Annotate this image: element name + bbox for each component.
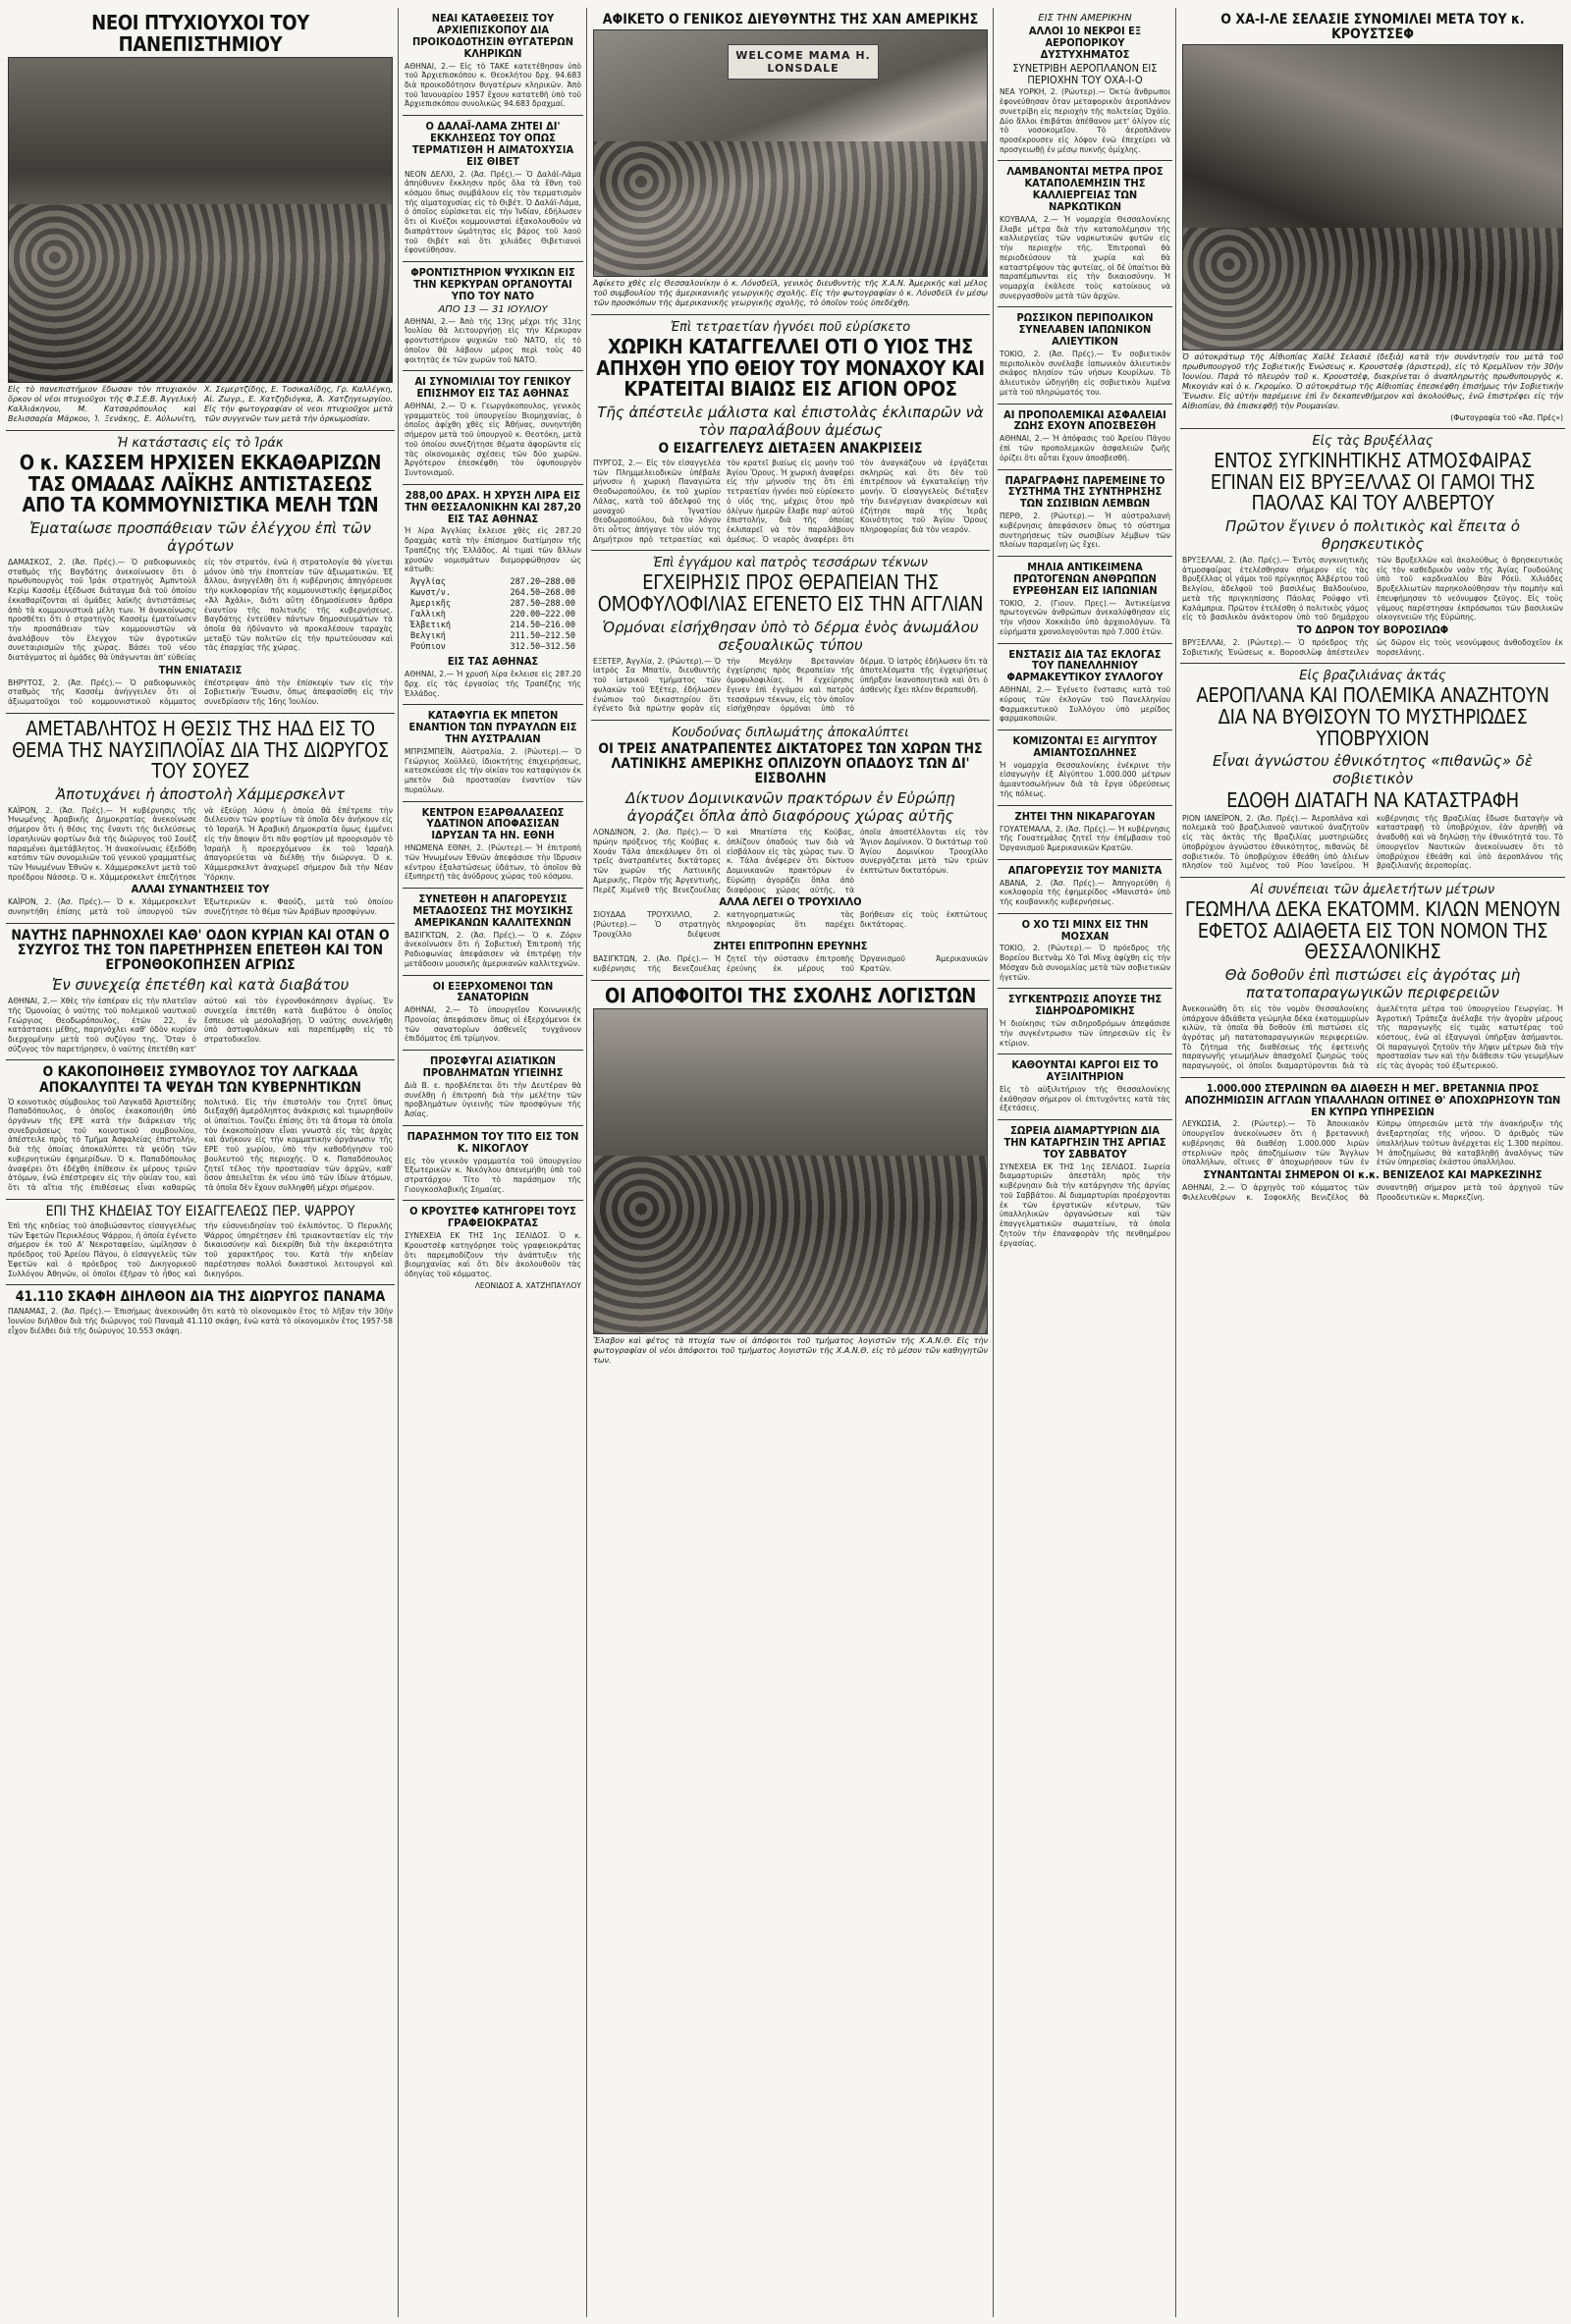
article-panama [6,1285,395,1341]
headline: ΦΡΟΝΤΙΣΤΗΡΙΟΝ ΨΥΧΙΚΩΝ ΕΙΣ ΤΗΝ ΚΕΡΚΥΡΑΝ ΟΡΓΑΝΟΥΤΑΙ ΥΠΟ ΤΟΥ ΝΑΤΟ [410,266,575,302]
article-body: ΤΟΚΙΟ, 2. (Ρώυτερ).— Ὁ πρόεδρος τῆς Βορείου Βιετνὰμ Χὸ Τσὶ Μὶνχ ἀφίχθη εἰς τὴν Μόσχαν διὰ συνομιλίας μετὰ τῶν σοβιετικῶν ἡγετῶν. [1000,944,1170,982]
headline: ΕΔΟΘΗ ΔΙΑΤΑΓΗ ΝΑ ΚΑΤΑΣΤΡΑΦΗ [1226,788,1519,813]
headline: 1.000.000 ΣΤΕΡΛΙΝΩΝ ΘΑ ΔΙΑΘΕΣΗ Η ΜΕΓ. ΒΡΕΤΑΝΝΙΑ ΠΡΟΣ ΑΠΟΖΗΜΙΩΣΙΝ ΑΓΓΛΩΝ ΥΠΑΛΛΗΛΩΝ ΟΙΤΙΝΕΣ Θ' ΑΠΟΧΩΡΗΣΟΥΝ ΤΩΝ ΕΝ ΚΥΠΡΩ ΥΠΗΡΕΣΙΩΝ [1184,1081,1561,1118]
headline: Ο κ. ΚΑΣΣΕΜ ΗΡΧΙΣΕΝ ΕΚΚΑΘΑΡΙΖΩΝ ΤΑΣ ΟΜΑΔΑΣ ΛΑΪΚΗΣ ΑΝΤΙΣΤΑΣΕΩΣ ΑΠΟ ΤΑ ΚΟΜΜΟΥΝΙΣΤΙΚΑ ΜΕΛΗ ΤΩΝ [19,451,382,517]
article-lagkadas [6,1060,395,1199]
article-body: ΑΘΗΝΑΙ, 2.— Ἀπὸ τῆς 13ης μέχρι τῆς 31ης Ἰουλίου θὰ λειτουργήσῃ εἰς τὴν Κέρκυραν φροντιστήριον ψυχικῶν τοῦ ΝΑΤΟ, εἰς τὸ ὁποῖον θὰ λάβουν μέρος περὶ τοὺς 40 φοιτητὰς ἐκ τῶν χωρῶν τοῦ ΝΑΤΟ. [405,316,581,364]
headline: ΣΩΡΕΙΑ ΔΙΑΜΑΡΤΥΡΙΩΝ ΔΙΑ ΤΗΝ ΚΑΤΑΡΓΗΣΙΝ ΤΗΣ ΑΡΓΙΑΣ ΤΟΥ ΣΑΒΒΑΤΟΥ [1003,1124,1166,1161]
headline: ΡΩΣΣΙΚΟΝ ΠΕΡΙΠΟΛΙΚΟΝ ΣΥΝΕΛΑΒΕΝ ΙΑΠΩΝΙΚΟΝ ΑΛΙΕΥΤΙΚΟΝ [1016,311,1154,349]
article-dalai-lama [403,116,583,262]
article-iraq [6,431,395,714]
headline: ΕΝΣΤΑΣΙΣ ΔΙΑ ΤΑΣ ΕΚΛΟΓΑΣ ΤΟΥ ΠΑΝΕΛΛΗΝΙΟΥ ΦΑΡΜΑΚΕΥΤΙΚΟΥ ΣΥΛΛΟΓΟΥ [1006,647,1164,684]
article-body: ΒΑΣΙΓΚΤΩΝ, 2. (Ἀσ. Πρές).— Ἡ κυβέρνησις τῆς Βενεζουέλας ζητεῖ τὴν σύστασιν ἐπιτροπῆς ἐρεύνης ἐκ μέρους τοῦ Ὀργανισμοῦ Ἀμερικανικῶν Κρατῶν. [593,954,988,973]
article-body: ΛΟΝΔΙΝΟΝ, 2. (Ἀσ. Πρές).— Ὁ πρώην πρόξενος τῆς Κούβας κ. Χουάν Τάλα ἀπεκάλυψεν ὅτι οἱ τρεῖς ἀνατραπέντες δικτάτορες τῶν χωρῶν τῆς Λατινικῆς Ἀμερικῆς, Περὸν τῆς Ἀργεντινῆς, Περὲζ Χιμένεθ τῆς Βενεζουέλας καὶ Μπατίστα τῆς Κούβας, ὁπλίζουν ὀπαδούς των διὰ νὰ εἰσβάλουν εἰς τὰς χώρας των. Ὁ κ. Τάλα ἀνέφερεν ὅτι δίκτυον Δομινικανῶν πρακτόρων ἐν Εὐρώπῃ ἀγοράζει ὅπλα ἀπὸ διαφόρους χώρας αὐτῆς, τὰ ὁποῖα ἀποστέλλονται εἰς τὸν Ἅγιον Δομίνικον. Ὁ δικτάτωρ τοῦ Ἁγίου Δομινίκου Τρουχίλλο συνεργάζεται μετὰ τῶν τριῶν ἐκπτώτων δικτατόρων. [593,828,988,894]
article-body: ΑΘΗΝΑΙ, 2.— Χθὲς τὴν ἑσπέραν εἰς τὴν πλατεῖαν τῆς Ὁμονοίας ὁ ναύτης τοῦ πολεμικοῦ ναυτικοῦ Γεώργιος Θεοδωρόπουλος, ἐτῶν 22, ἐν κατάστασει μέθης, παρηνόχλει καθ' ὁδὸν κυρίαν διερχομένην μετὰ τοῦ συζύγου της. Ὅταν ὁ σύζυγος τὸν παρετήρησεν, ὁ ναύτης ἐπετέθη κατ' αὐτοῦ καὶ τὸν ἐγρονθοκόπησεν ἀγρίως. Ἐν συνεχείᾳ ἐπετέθη κατὰ διαβάτου ὁ ὁποῖος ἔσπευσε νὰ μεσολαβήσῃ. Ὁ ναύτης συνελήφθη ὑπὸ ἀστυφυλάκων καὶ παρεπέμφθη εἰς τὸ στρατοδικεῖον. [8,997,393,1054]
article-funeral [6,1200,395,1285]
article-gold-pound [403,485,583,706]
headline: ΕΝΤΟΣ ΣΥΓΚΙΝΗΤΙΚΗΣ ΑΤΜΟΣΦΑΙΡΑΣ ΕΓΙΝΑΝ ΕΙΣ ΒΡΥΞΕΛΛΑΣ ΟΙ ΓΑΜΟΙ ΤΗΣ ΠΑΟΛΑΣ ΚΑΙ ΤΟΥ ΑΛΒΕΡΤΟΥ [1210,449,1536,515]
headline: ΑΜΕΤΑΒΛΗΤΟΣ Η ΘΕΣΙΣ ΤΗΣ ΗΑΔ ΕΙΣ ΤΟ ΘΕΜΑ ΤΗΣ ΝΑΥΣΙΠΛΟΪΑΣ ΔΙΑ ΤΗΣ ΔΙΩΡΥΓΟΣ ΤΟΥ ΣΟΥΕΖ [12,716,389,784]
kicker: Εἰς τὰς Βρυξέλλας [1312,434,1434,450]
article-body: Εἰς τὸ αὐξιλιτήριον τῆς Θεσσαλονίκης ἐκάθησαν σήμερον οἱ ἐπιτυχόντες κατὰ τὰς ἐξετάσεις. [1000,1084,1170,1113]
welcome-banner: WELCOME MAMA H. LONSDALE [728,44,879,80]
price-row: Γαλλικὴ 220.00—222.00 [410,610,575,621]
article-insurance [998,405,1172,470]
subheadline: Δίκτυον Δομινικανῶν πρακτόρων ἐν Εὐρώπῃ ἀγοράζει ὅπλα ἀπὸ διαφόρους χώρας αὐτῆς [625,789,955,826]
headline: ΑΙ ΠΡΟΠΟΛΕΜΙΚΑΙ ΑΣΦΑΛΕΙΑΙ ΖΩΗΣ ΕΧΟΥΝ ΑΠΟΣΒΕΣΘΗ [1003,407,1166,433]
section-subhead: ΤΗΝ ΕΝΙΑΤΑΣΙΣ [158,663,243,676]
article-body: ΕΞΕΤΕΡ, Ἀγγλία, 2. (Ρώυτερ).— Ὁ ἰατρὸς Σα Μπατίν, διευθυντὴς τοῦ ἰατρικοῦ τμήματος τῶν φυλακῶν τοῦ Ἐξέτερ, ἐδήλωσεν ἐνώπιον τοῦ δικαστηρίου ὅτι ἐγένετο διὰ πρώτην φορὰν εἰς τὴν Μεγάλην Βρεταννίαν ἐγχείρησις πρὸς θεραπείαν τῆς ὁμοφυλοφιλίας. Ἡ ἐγχείρησις ἔγινεν ἐπὶ ἐγγάμου καὶ πατρὸς τεσσάρων τέκνων, εἰς τὸν ὁποῖον εἰσήχθησαν ὁρμόναι ὑπὸ τὸ δέρμα. Ὁ ἰατρὸς ἐδήλωσεν ὅτι τὰ ἀποτελέσματα τῆς ἐγχειρήσεως ὑπῆρξαν ἱκανοποιητικὰ καὶ ὅτι ὁ ἀσθενὴς ἔχει πλέον θεραπευθῆ. [593,656,988,714]
article-body: ΝΕΑ ΥΟΡΚΗ, 2. (Ρώυτερ).— Ὀκτὼ ἄνθρωποι ἐφονεύθησαν ὅταν μεταφορικὸν ἀεροπλάνον συνετρίβη εἰς περιοχὴν τῆς πολιτείας Ὀχάϊο. Δύο ἄλλοι ἐπιβάται ἀπέθανον μετ' ὀλίγον εἰς τὸ νοσοκομεῖον. Τὸ ἀεροπλάνον προσέκρουσεν εἰς λόφον ἐνῶ ἐπεχείρει νὰ προσγειωθῇ ἐν μέσῳ πυκνῆς ὀμίχλης. [1000,87,1170,154]
headline: ΑΕΡΟΠΛΑΝΑ ΚΑΙ ΠΟΛΕΜΙΚΑ ΑΝΑΖΗΤΟΥΝ ΔΙΑ ΝΑ ΒΥΘΙΣΟΥΝ ΤΟ ΜΥΣΤΗΡΙΩΔΕΣ ΥΠΟΒΡΥΧΙΟΝ [1196,683,1549,750]
section-subhead: ΤΟ ΔΩΡΟΝ ΤΟΥ ΒΟΡΟΣΙΛΩΦ [1296,623,1449,637]
headline: ΠΑΡΑΓΡΑΦΗΣ ΠΑΡΕΜΕΙΝΕ ΤΟ ΣΥΣΤΗΜΑ ΤΗΣ ΣΥΝΤΗΡΗΣΗΣ ΤΩΝ ΣΩΣΙΒΙΩΝ ΛΕΜΒΩΝ [1004,473,1165,511]
article-body: ΜΠΡΙΣΜΠΕΪΝ, Αὐστραλία, 2. (Ρώυτερ).— Ὁ Γεώργιος Χούλλεϋ, ἰδιοκτήτης ἐπιχειρήσεως, κατεσκεύασε εἰς τὴν οἰκίαν του καταφύγιον ἐκ μπετὸν διὰ προστασίαν ἐναντίον τῶν πυραύλων. [405,746,581,794]
headline: ΝΑΥΤΗΣ ΠΑΡΗΝΟΧΛΕΙ ΚΑΘ' ΟΔΟΝ ΚΥΡΙΑΝ ΚΑΙ ΟΤΑΝ Ο ΣΥΖΥΓΟΣ ΤΗΣ ΤΟΝ ΠΑΡΕΤΗΡΗΣΕΝ ΕΠΕΤΕΘΗ ΚΑΙ ΤΟΝ ΕΓΡΟΝΘΟΚΟΠΗΣΕΝ ΑΓΡΙΩΣ [11,927,390,973]
article-refugees [403,1051,583,1126]
article-desalination [403,802,583,890]
headline: ΑΙ ΣΥΝΟΜΙΛΙΑΙ ΤΟΥ ΓΕΝΙΚΟΥ ΕΠΙΣΗΜΟΥ ΕΙΣ ΤΑΣ ΑΘΗΝΑΣ [414,375,571,401]
headline: ΑΦΙΚΕΤΟ Ο ΓΕΝΙΚΟΣ ΔΙΕΥΘΥΝΤΗΣ ΤΗΣ ΧΑΝ ΑΜΕΡΙΚΗΣ [602,12,979,27]
price-row: Ρούπιον 312.50—312.50 [410,642,575,653]
headline: ΠΡΟΣΦΥΓΑΙ ΑΣΙΑΤΙΚΩΝ ΠΡΟΒΛΗΜΑΤΩΝ ΥΓΙΕΙΝΗΣ [422,1054,564,1080]
article-artifacts [998,557,1172,644]
article-body: ΑΘΗΝΑΙ, 2.— Τὸ ὑπουργεῖον Κοινωνικῆς Προνοίας ἀπεφάσισεν ὅπως οἱ ἐξερχόμενοι ἐκ τῶν σανατορίων ἀσθενεῖς τυγχάνουν ἐπιδόματος ἐπὶ τρίμηνον. [405,1005,581,1044]
article-body: ΑΘΗΝΑΙ, 2.— Ὁ ἀρχηγὸς τοῦ κόμματος τῶν Φιλελευθέρων κ. Σοφοκλῆς Βενιζέλος θὰ συναντηθῇ σήμερον μετὰ τοῦ ἀρχηγοῦ τῶν Προοδευτικῶν κ. Μαρκεζίνη. [1182,1182,1563,1202]
headline: Ο ΚΑΚΟΠΟΙΗΘΕΙΣ ΣΥΜΒΟΥΛΟΣ ΤΟΥ ΛΑΓΚΑΔΑ ΑΠΟΚΑΛΥΠΤΕΙ ΤΑ ΨΕΥΔΗ ΤΩΝ ΚΥΒΕΡΝΗΤΙΚΩΝ [39,1064,361,1096]
article-body: Ἀνεκοινώθη ὅτι εἰς τὸν νομὸν Θεσσαλονίκης ὑπάρχουν ἀδιάθετα γεώμηλα δέκα ἑκατομμυρίων κιλῶν, τὰ ὁποῖα θὰ δοθοῦν ἐπὶ πιστώσει εἰς ἀγρότας μὴ πατατοπαραγωγικῶν περιφερειῶν. Τὸ ζήτημα τῆς διαθέσεως τῆς ἐφετεινῆς παραγωγῆς γεωμήλων ἀπασχολεῖ ζωηρῶς τοὺς παραγωγούς, οἱ ὁποῖοι διαμαρτύρονται διὰ τὰ ἀμελέτητα μέτρα τοῦ ὑπουργείου Γεωργίας. Ἡ Ἀγροτικὴ Τράπεζα ἀνέλαβε τὴν ἀγορὰν μέρους τῆς παραγωγῆς εἰς τιμὰς κατωτέρας τοῦ κόστους, ἐνῶ αἱ ἐξαγωγαὶ ὑπῆρξαν ἀσήμαντοι. Οἱ παραγωγοὶ ζητοῦν τὴν λῆψιν μέτρων διὰ τὴν προστασίαν των καὶ τὴν διάθεσιν τῶν γεωμήλων εἰς τὰς ἀγορὰς τοῦ ἐξωτερικοῦ. [1182,1003,1563,1071]
subheadline: Ἐν συνεχείᾳ ἐπετέθη καὶ κατὰ διαβάτου [51,976,350,995]
article-surgery [591,551,990,721]
column-1 [6,8,395,2317]
price-row: Ἑλβετική 214.50—216.00 [410,621,575,631]
section-subhead: ΕΙΣ ΤΑΣ ΑΘΗΝΑΣ [447,655,539,669]
headline: Ο ΚΡΟΥΣΤΕΦ ΚΑΤΗΓΟΡΕΙ ΤΟΥΣ ΓΡΑΦΕΙΟΚΡΑΤΑΣ [409,1205,576,1230]
article-body: ΒΡΥΞΕΛΛΑΙ, 2. (Ρώυτερ).— Ὁ πρόεδρος τῆς Σοβιετικῆς Ἑνώσεως κ. Βοροσιλὼφ ἀπέστειλεν ὡς δῶρον εἰς τοὺς νεονύμφους ἀνθοδοχεῖον ἐκ πορσελάνης. [1182,637,1563,657]
article-body: ΒΡΥΞΕΛΛΑΙ, 2. (Ἀσ. Πρές).— Ἐντὸς συγκινητικῆς ἀτμοσφαίρας ἐτελέσθησαν σήμερον εἰς τὰς Βρυξέλλας οἱ γάμοι τοῦ πρίγκηπος Ἀλβέρτου τοῦ Βελγίου, ἀδελφοῦ τοῦ βασιλέως Βαλδουίνου, μετὰ τῆς πριγκηπίσσης Πάολας Ρούφφο ντὶ Καλάμπρια. Πρῶτον ἐτελέσθη ὁ πολιτικὸς γάμος εἰς τὸ βασιλικὸν ἀνάκτορον ὑπὸ τοῦ δημάρχου τῶν Βρυξελλῶν καὶ ἀκολούθως ὁ θρησκευτικὸς εἰς τὸν καθεδρικὸν ναὸν τῆς Ἁγίας Γουδούλης ὑπὸ τοῦ καρδιναλίου Βὰν Ρόεϋ. Χιλιάδες Βρυξελλιωτῶν παρηκολούθησαν τὴν πομπὴν καὶ ἐπευφήμησαν τὸ νεόνυμφον ζεῦγος. Εἰς τοὺς γάμους παρέστησαν ἐκπρόσωποι τῶν βασιλικῶν οἰκογενειῶν τῆς Εὐρώπης. [1182,556,1563,622]
article-official-talks [403,371,583,485]
headline: ΑΠΑΓΟΡΕΥΣΙΣ ΤΟΥ ΜΑΝΙΣΤΑ [1007,863,1163,877]
article-accountants [591,981,990,1373]
headline: ΧΩΡΙΚΗ ΚΑΤΑΓΓΕΛΛΕΙ ΟΤΙ Ο ΥΙΟΣ ΤΗΣ ΑΠΗΧΘΗ ΥΠΟ ΘΕΙΟΥ ΤΟΥ ΜΟΝΑΧΟΥ ΚΑΙ ΚΡΑΤΕΙΤΑΙ ΒΙΑΙΩΣ ΕΙΣ ΑΓΙΟΝ ΟΡΟΣ [596,335,985,402]
kicker: Ἐπὶ τετραετίαν ἠγνόει ποῦ εὑρίσκετο [670,320,911,336]
article-body: ΣΥΝΕΧΕΙΑ ΕΚ ΤΗΣ 1ης ΣΕΛΙΔΟΣ. Σωρεία διαμαρτυριῶν ἀπεστάλη πρὸς τὴν κυβέρνησιν διὰ τὴν κατάργησιν τῆς ἀργίας τοῦ Σαββάτου. Αἱ διαμαρτυρίαι προέρχονται ἐκ τῶν ἐργατικῶν κέντρων, τῶν ὑπαλληλικῶν ὀργανώσεων καὶ τῶν ἐπαγγελματικῶν σωματείων, τὰ ὁποῖα ζητοῦν τὴν ἐπαναφορὰν τῆς πενθημέρου ἐργασίας. [1000,1162,1170,1248]
photo-welcome [593,29,988,277]
column-3 [591,8,990,2317]
headline: Ο ΔΑΛΑΪ-ΛΑΜΑ ΖΗΤΕΙ ΔΙ' ΕΚΚΛΗΣΕΩΣ ΤΟΥ ΟΠΩΣ ΤΕΡΜΑΤΙΣΘΗ Η ΑΙΜΑΤΟΧΥΣΙΑ ΕΙΣ ΘΙΒΕΤ [411,120,574,168]
article-body: ΚΑΪΡΟΝ, 2. (Ἀσ. Πρές).— Ὁ κ. Χάμμερσκελντ συνηντήθη ἐπίσης μετὰ τοῦ ὑπουργοῦ τῶν Ἐξωτερικῶν κ. Φαούζι, μετὰ τοῦ ὁποίου συνεζήτησε τὸ θέμα τῶν Ἀράβων προσφύγων. [8,897,393,917]
article-body: ΗΝΩΜΕΝΑ ΕΘΝΗ, 2. (Ρώυτερ).— Ἡ ἐπιτροπὴ τῶν Ἡνωμένων Ἐθνῶν ἀπεφάσισε τὴν ἵδρυσιν κέντρου ἐξαλατώσεως ὑδάτων, τὸ ὁποῖον θὰ ἐξυπηρετῇ τὰς ἀνύδρους χώρας τοῦ κόσμου. [405,843,581,882]
article-suez [6,714,395,924]
section-subhead: ΑΛΛΑ ΛΕΓΕΙ Ο ΤΡΟΥΧΙΛΛΟ [719,895,862,909]
headline: ΟΙ ΕΞΕΡΧΟΜΕΝΟΙ ΤΩΝ ΣΑΝΑΤΟΡΙΩΝ [432,979,554,1004]
subheadline: Θὰ δοθοῦν ἐπὶ πιστώσει εἰς ἀγρότας μὴ πατατοπαραγωγικῶν περιφερειῶν [1224,965,1521,1001]
column-rule [586,8,587,2317]
article-sailor [6,924,395,1061]
column-rule [993,8,994,2317]
article-body: ΤΟΚΙΟ, 2. (Ἀσ. Πρές).— Ἐν σοβιετικὸν περιπολικὸν συνέλαβε ἰαπωνικὸν ἁλιευτικὸν σκάφος πλησίον τῶν νήσων Κουρίλων. Τὸ ἁλιευτικὸν ὡδηγήθη εἰς σοβιετικὸν λιμένα μετὰ τοῦ πληρώματός του. [1000,350,1170,397]
article-body: Ἐπὶ τῆς κηδείας τοῦ ἀποβιώσαντος εἰσαγγελέως τῶν Ἐφετῶν Περικλέους Ψάρρου, ἡ ὁποία ἐγένετο σήμερον ἐκ τοῦ Α' Νεκροταφείου, ὡμίλησαν ὁ πρόεδρος τοῦ Ἀρείου Πάγου, ὁ εἰσαγγελεὺς τῶν Ἐφετῶν καὶ ὁ πρόεδρος τοῦ Δικηγορικοῦ Συλλόγου Ἀθηνῶν, οἱ ὁποῖοι ἐξῆραν τὸ ἦθος καὶ τὴν εὐσυνειδησίαν τοῦ ἐκλιπόντος. Ὁ Περικλῆς Ψάρρος ὑπηρέτησεν ἐπὶ τριακονταετίαν εἰς τὴν δικαιοσύνην καὶ διεκρίθη διὰ τὴν ἀκεραιότητα τοῦ χαρακτῆρος του. Κατὰ τὴν κηδείαν παρέστησαν πολλοὶ δικαστικοὶ λειτουργοὶ καὶ δικηγόροι. [8,1220,393,1278]
article-body: ΒΑΣΙΓΚΤΩΝ, 2. (Ἀσ. Πρές).— Ὁ κ. Ζόριν ἀνεκοίνωσεν ὅτι ἡ Σοβιετικὴ Ἐπιτροπὴ τῆς Ραδιοφωνίας ἀπεφάσισεν νὰ ἐπιτρέψῃ τὴν μετάδοσιν μουσικῆς ἀμερικανῶν καλλιτεχνῶν. [405,930,581,968]
headline: ΕΠΙ ΤΗΣ ΚΗΔΕΙΑΣ ΤΟΥ ΕΙΣΑΓΓΕΛΕΩΣ ΠΕΡ. ΨΑΡΡΟΥ [45,1203,355,1219]
article-body: Ἡ νομαρχία Θεσσαλονίκης ἐνέκρινε τὴν εἰσαγωγὴν ἐξ Αἰγύπτου 1.000.000 μέτρων ἀμιαντοσωλήνων διὰ τὰ ἔργα ὑδρεύσεως τῆς πόλεως. [1000,760,1170,798]
article-saturday-holiday [998,1120,1172,1254]
headline: Ο ΧΑ-Ι-ΛΕ ΣΕΛΑΣΙΕ ΣΥΝΟΜΙΛΕΙ ΜΕΤΑ ΤΟΥ κ. ΚΡΟΥΣΤΣΕΦ [1220,12,1525,43]
article-body: ΚΑΪΡΟΝ, 2. (Ἀσ. Πρές).— Ἡ κυβέρνησις τῆς Ἡνωμένης Ἀραβικῆς Δημοκρατίας ἀνεκοίνωσε σήμερον ὅτι ἡ θέσις της ἔναντι τῆς διελεύσεως ἰσραηλινῶν φορτίων διὰ τῆς διώρυγος τοῦ Σουὲζ παραμένει ἀμετάβλητος. Ἡ ἀνακοίνωσις ἐξεδόθη κατόπιν τῶν συνομιλιῶν τοῦ γενικοῦ γραμματέως τῶν Ἡνωμένων Ἐθνῶν κ. Χάμμερσκελντ μετὰ τοῦ προέδρου Νάσσερ. Ὁ κ. Χάμμερσκελντ ἐπεζήτησε νὰ ἐξεύρῃ λύσιν ἡ ὁποία θὰ ἐπέτρεπε τὴν διέλευσιν τῶν φορτίων τὰ ὁποῖα δὲν ἀνήκουν εἰς τὸ Ἰσραήλ. Ἡ Ἀραβικὴ Δημοκρατία ὅμως ἐμμένει εἰς τὴν ἄποψιν ὅτι πᾶν φορτίον μὲ προορισμὸν τὸ Ἰσραὴλ ἢ προερχόμενον ἐκ τοῦ Ἰσραὴλ ἀπαγορεύεται νὰ διέλθῃ τὴν διώρυγα. Ὁ κ. Χάμμερσκελντ ἀναχωρεῖ σήμερον διὰ τὴν Νέαν Ὑόρκην. [8,805,393,882]
headline: ΚΑΘΟΥΝΤΑΙ ΚΑΡΓΟΙ ΕΙΣ ΤΟ ΑΥΞΙΛΙΤΗΡΙΟΝ [1011,1058,1159,1084]
article-body: ΝΕΟΝ ΔΕΛΧΙ, 2. (Ἀσ. Πρές).— Ὁ Δαλάϊ-Λάμα ἀπηύθυνεν ἔκκλησιν πρὸς ὅλα τὰ ἔθνη τοῦ κόσμου ὅπως συμβάλουν εἰς τὸν τερματισμὸν τῆς αἱματοχυσίας εἰς τὸ Θιβέτ. Ὁ Δαλάϊ-Λάμα, ὁ ὁποῖος εὑρίσκεται εἰς τὴν Ἰνδίαν, ἐδήλωσεν ὅτι οἱ Κινέζοι κομμουνισταὶ ἐξακολουθοῦν νὰ διαπράττουν ὠμότητας εἰς βάρος τοῦ λαοῦ τοῦ Θιβέτ καὶ ὅτι χιλιάδες Θιβετιανοὶ ἐφονεύθησαν. [405,169,581,255]
headline: ΚΕΝΤΡΟΝ ΕΞΑΡΘΑΛΑΣΕΩΣ ΥΔΑΤΙΝΟΝ ΑΠΟΦΑΣΙΣΑΝ ΙΔΡΥΣΑΝ ΤΑ ΗΝ. ΕΘΝΗ [421,805,565,842]
article-body: ΠΕΡΘ, 2. (Ρώυτερ).— Ἡ αὐστραλιανὴ κυβέρνησις ἀπεφάσισεν ὅπως τὸ σύστημα συντηρήσεως τῶν σωσιβίων λέμβων τῶν πλοίων παραμείνῃ ὡς ἔχει. [1000,512,1170,550]
article-air-crash [998,8,1172,161]
article-body: Διὰ Β. ε. προβλέπεται ὅτι τὴν Δευτέραν θὰ συνέλθῃ ἡ ἐπιτροπὴ διὰ τὴν μελέτην τῶν προβλημάτων ὑγιεινῆς τῶν προσφύγων τῆς Ἀσίας. [405,1080,581,1119]
kicker: ΑΠΟ 13 — 31 ΙΟΥΛΙΟΥ [438,303,548,315]
headline: ΠΑΡΑΣΗΜΟΝ ΤΟΥ ΤΙΤΟ ΕΙΣ ΤΟΝ Κ. ΝΙΚΟΓΛΟΥ [406,1129,579,1155]
photo-caption: Ἀφίκετο χθὲς εἰς Θεσσαλονίκην ὁ κ. Λόνσδεϊλ, γενικὸς διευθυντὴς τῆς Χ.Α.Ν. Ἀμερικῆς καὶ μέλος τοῦ συμβουλίου τῆς ἀμερικανικῆς γεωργικῆς σχολῆς. Εἰς τὴν φωτογραφίαν ὁ κ. Λόνσδεϊλ ἐν μέσῳ τῶν προσκόπων τῆς ἀμερικανικῆς γεωργικῆς σχολῆς, τὸ ὁποῖον τοὺς ὑπεδέχθη. [593,279,988,308]
headline: ΑΛΛΟΙ 10 ΝΕΚΡΟΙ ΕΞ ΑΕΡΟΠΟΡΙΚΟΥ ΔΥΣΤΥΧΗΜΑΤΟΣ [1028,25,1142,61]
article-body: ΑΘΗΝΑΙ, 2.— Ὁ κ. Γεωργάκοπουλος, γενικὸς γραμματεὺς τοῦ ὑπουργείου Βιομηχανίας, ὁ ὁποῖος ἀφίχθη χθὲς εἰς Ἀθήνας, συνηντήθη σήμερον μετὰ τοῦ ὑπουργοῦ κ. Θεοτόκη, μετὰ τοῦ ὁποίου συνεζήτησε θέματα ἀφορῶντα εἰς τὰς οἰκονομικὰς σχέσεις τῶν δύο χωρῶν. Ἀργότερον ἐπεσκέφθη τὸν ὑφυπουργὸν Συντονισμοῦ. [405,402,581,478]
headline: Ο ΧΟ ΤΣΙ ΜΙΝΧ ΕΙΣ ΤΗΝ ΜΟΣΧΑΝ [1021,917,1149,943]
kicker: ΕΙΣ ΤΗΝ ΑΜΕΡΙΚΗΝ [1038,13,1132,24]
article-body: ΔΑΜΑΣΚΟΣ, 2. (Ἀσ. Πρές).— Ὁ ραδιοφωνικὸς σταθμὸς τῆς Βαγδάτης ἀνεκοίνωσεν ὅτι ὁ πρωθυπουργὸς τοῦ Ἰράκ στρατηγὸς Ἀμπντοὺλ Κερὶμ Κασσὲμ ἐξέδωσε διάταγμα διὰ τοῦ ὁποίου ἐκκαθαρίζονται αἱ ὁμάδες λαϊκῆς ἀντιστάσεως ἀπὸ τὰ κομμουνιστικὰ μέλη των. Ἡ ἀνακοίνωσις προσθέτει ὅτι ὁ στρατηγὸς Κασσὲμ ἐματαίωσεν τὴν προσπάθειαν τῶν κομμουνιστῶν νὰ ἀναλάβουν τὸν ἔλεγχον τῶν ἀγροτικῶν συνεταιρισμῶν τῆς χώρας. Βάσει τοῦ νέου διατάγματος αἱ ὁμάδες θὰ ὑπάγωνται ἀπ' εὐθείας εἰς τὸν στρατόν, ἐνῶ ἡ στρατολογία θὰ γίνεται μόνον ὑπὸ τὴν ἐποπτείαν τῶν ἀξιωματικῶν. Ἐξ ἄλλου, ἀνηγγέλθη ὅτι ἡ κυβέρνησις ἀπηγόρευσε τὴν κυκλοφορίαν τῆς κομμουνιστικῆς ἐφημερίδος «Ἀλ Ἀχάλι», διότι αὕτη ἐδημοσίευσεν ἄρθρα ἐναντίον τῆς πολιτικῆς τῆς κυβερνήσεως. Βαγδάτης ἐντεῦθεν πάντων δημοσιευμάτων τὰ ὁποῖα θὰ ἠδύναντο νὰ προκαλέσουν ταραχὰς μεταξὺ τῶν πολιτῶν εἰς τὴν πρωτεύουσαν καὶ τὰς ἐπαρχίας τῆς χώρας. [8,557,393,663]
headline: ΝΕΑΙ ΚΑΤΑΘΕΣΕΙΣ ΤΟΥ ΑΡΧΙΕΠΙΣΚΟΠΟΥ ΔΙΑ ΠΡΟΙΚΟΔΟΤΗΣΙΝ ΘΥΓΑΤΕΡΩΝ ΚΛΗΡΙΚΩΝ [412,12,573,60]
photo-caption: Ὁ αὐτοκράτωρ τῆς Αἰθιοπίας Χαϊλὲ Σελασιὲ (δεξιὰ) κατὰ τὴν συνάντησίν του μετὰ τοῦ πρωθυπουργοῦ τῆς Σοβιετικῆς Ἑνώσεως κ. Κρουστσὲφ (ἀριστερά), εἰς τὸ Κρεμλῖνον τὴν 30ὴν Ἰουνίου. Παρὰ τὸ πλευρὸν τοῦ κ. Κρουστσὲφ, διακρίνεται ὁ ἀναπληρωτὴς πρωθυπουργὸς κ. Μικογιάν καὶ ὁ κ. Γκρομίκο. Ὁ αὐτοκράτωρ τῆς Αἰθιοπίας ἐπεσκέφθη ἐπισήμως τὴν Σοβιετικὴν Ἕνωσιν. Εἰς αὐτὴν παρέμεινε ἐπὶ ἓν δεκαπενθήμερον καὶ ἀκολούθως, ἐνῶ ἐπιστρέφει εἰς τὴν Αἰθιοπίαν, θὰ ἐπισκεφθῇ τὴν Ρουμανίαν. [1182,352,1563,411]
subheadline: Τῆς ἀπέστειλε μάλιστα καὶ ἐπιστολὰς ἐκλιπαρῶν νὰ τὸν παραλάβουν ἀμέσως [597,403,984,439]
article-potatoes [1180,878,1565,1078]
article-body: ΣΙΟΥΔΑΔ ΤΡΟΥΧΙΛΛΟ, 2. (Ρώυτερ).— Ὁ στρατηγὸς Τρουχίλλο διέψευσε κατηγορηματικῶς τὰς πληροφορίας ὅτι παρέχει βοήθειαν εἰς τοὺς ἐκπτώτους δικτάτορας. [593,910,988,939]
article-railways [998,989,1172,1054]
article-auxiliary [998,1054,1172,1120]
kicker: Κουδούνας διπλωμάτης ἀποκαλύπτει [672,725,909,740]
article-tito-medal [403,1126,583,1202]
article-khrushchev-bureaucrats [403,1201,583,1295]
article-asbestos [998,730,1172,806]
article-body: ΑΘΗΝΑΙ, 2.— Εἰς τὸ ΤΑΚΕ κατετέθησαν ὑπὸ τοῦ Ἀρχιεπισκόπου κ. Θεοκλήτου δρχ. 94.683 διὰ προικοδότησιν θυγατέρων κληρικῶν. Ἀπὸ τοῦ Ἰανουαρίου 1957 ἔχουν κατατεθῆ ὑπὸ τοῦ Ἀρχιεπισκόπου συνολικῶς 94.683 δραχμαί. [405,61,581,109]
column-rule [398,8,399,2317]
headline: ΖΗΤΕΙ ΤΗΝ ΝΙΚΑΡΑΓΟΥΑΝ [1014,809,1156,823]
photo-credit: (Φωτογραφία τοῦ «Ἀσ. Πρές») [1450,413,1563,423]
article-dictators [591,721,990,981]
headline: ΚΑΤΑΦΥΓΙΑ ΕΚ ΜΠΕΤΟΝ ΕΝΑΝΤΙΟΝ ΤΩΝ ΠΥΡΑΥΛΩΝ ΕΙΣ ΤΗΝ ΑΥΣΤΡΑΛΙΑΝ [408,709,577,746]
section-subhead: ΖΗΤΕΙ ΕΠΙΤΡΟΠΗΝ ΕΡΕΥΝΗΣ [713,940,868,953]
article-submarine [1180,664,1565,878]
article-body: ΠΑΝΑΜΑΣ, 2. (Ἀσ. Πρές).— Ἐπισήμως ἀνεκοινώθη ὅτι κατὰ τὸ οἰκονομικὸν ἔτος τὸ λῆξαν τὴν 30ὴν Ἰουνίου διῆλθον διὰ τῆς διώρυγος τοῦ Παναμᾶ 41.110 σκάφη, ἐνῶ κατὰ τὸ οἰκονομικὸν ἔτος 1957-58 εἶχον διέλθει διὰ τῆς διώρυγος 10.553 σκάφη. [8,1307,393,1335]
kicker: Εἰς βραζιλιάνας ἀκτάς [1299,669,1446,684]
article-body: ΤΟΚΙΟ, 2. (Γιουν. Πρες).— Ἀντικείμενα πρωτογενῶν ἀνθρώπων ἀνεκαλύφθησαν εἰς τὴν νῆσον Χοκκάιδο ὑπὸ ἀρχαιολόγων. Τὰ εὑρήματα χρονολογοῦνται πρὸ 7.000 ἐτῶν. [1000,598,1170,636]
price-row: Ἀμερικῆς 287.50—288.00 [410,599,575,610]
photo-accountants [593,1008,988,1334]
article-havana [998,860,1172,914]
article-body: ΒΗΡΥΤΟΣ, 2. (Ἀσ. Πρές).— Ὁ ραδιοφωνικὸς σταθμὸς τῆς Κασσὲμ ἀνήγγειλεν ὅτι οἱ ἀξιωματοῦχοι τοῦ κομμουνιστικοῦ κόμματος ἐπέστρεψαν ἀπὸ τὴν ἐπίσκεψίν των εἰς τὴν Σοβιετικὴν Ἕνωσιν, ὅπως ἀπεφασίσθη εἰς τὴν συνεδρίασιν τῆς 16ης Ἰουλίου. [8,677,393,707]
article-graduates [6,8,395,431]
article-body: Ἡ λίρα Ἀγγλίας ἔκλεισε χθὲς εἰς 287.20 δραχμὰς κατὰ τὴν ἐπίσημον διατίμησιν τῆς Τραπέζης τῆς Ἑλλάδος. Αἱ τιμαὶ τῶν ἄλλων χρυσῶν νομισμάτων διεμορφώθησαν ὡς κάτωθι: [405,526,581,574]
price-table [410,577,575,653]
column-4 [998,8,1172,2317]
article-soviet-patrol [998,307,1172,404]
subheadline: Ὁρμόναι εἰσήχθησαν ὑπὸ τὸ δέρμα ἑνὸς ἀνωμάλου σεξουαλικῶς τύπου [602,618,979,654]
headline: ΜΗΛΙΑ ΑΝΤΙΚΕΙΜΕΝΑ ΠΡΩΤΟΓΕΝΩΝ ΑΝΘΡΩΠΩΝ ΕΥΡΕΘΗΣΑΝ ΕΙΣ ΙΑΠΩΝΙΑΝ [1012,561,1158,597]
article-body: ΛΕΥΚΩΣΙΑ, 2. (Ρώυτερ).— Τὸ Ἀποικιακὸν ὑπουργεῖον ἀνεκοίνωσεν ὅτι ἡ βρεταννικὴ κυβέρνησις θὰ διαθέσῃ 1.000.000 λιρῶν στερλινῶν πρὸς ἀποζημίωσιν τῶν Ἄγγλων ὑπαλλήλων, οἵτινες θ' ἀποχωρήσουν τῶν ἐν Κύπρῳ ὑπηρεσιῶν μετὰ τὴν ἀνακήρυξιν τῆς ἀνεξαρτησίας τῆς νήσου. Ὁ ἀριθμὸς τῶν ὑπαλλήλων τούτων ἀνέρχεται εἰς 1.300 περίπου. Ἡ ἀποζημίωσις θὰ καταβληθῇ ἀναλόγως τῶν ἐτῶν ὑπηρεσίας ἑκάστου ὑπαλλήλου. [1182,1119,1563,1167]
price-row: Κωνστ/ν. 264.50—268.00 [410,588,575,599]
article-body: ΚΟΥΒΑΛΑ, 2.— Ἡ νομαρχία Θεσσαλονίκης ἔλαβε μέτρα διὰ τὴν καταπολέμησιν τῆς καλλιεργείας τῶν ναρκωτικῶν φυτῶν εἰς τὴν περιοχὴν τῆς. Ἐπιτροπαὶ θὰ περιοδεύσουν τὰ χωρία καὶ θὰ καταστρέψουν τὰς φυτείας, οἱ δὲ ὑπαίτιοι θὰ παραπέμπωνται εἰς τὴν δικαιοσύνην. Ἡ νομαρχία ἐκάλεσε τοὺς κατοίκους νὰ συνεργασθοῦν μετὰ τῶν ἀρχῶν. [1000,214,1170,300]
kicker: Αἱ συνέπειαι τῶν ἀμελετήτων μέτρων [1250,883,1495,898]
headline: ΚΟΜΙΖΟΝΤΑΙ ΕΞ ΑΙΓΥΠΤΟΥ ΑΜΙΑΝΤΟΣΩΛΗΝΕΣ [1012,734,1158,759]
headline: Ο ΕΙΣΑΓΓΕΛΕΥΣ ΔΙΕΤΑΞΕΝ ΑΝΑΚΡΙΣΕΙΣ [658,440,923,457]
headline: ΣΥΝΕΤΕΘΗ Η ΑΠΑΓΟΡΕΥΣΙΣ ΜΕΤΑΔΟΣΕΩΣ ΤΗΣ ΜΟΥΣΙΚΗΣ ΑΜΕΡΙΚΑΝΩΝ ΚΑΛΛΙΤΕΧΝΩΝ [412,892,573,929]
headline: 288,00 ΔΡΑΧ. Η ΧΡΥΣΗ ΛΙΡΑ ΕΙΣ ΤΗΝ ΘΕΣΣΑΛΟΝΙΚΗΝ ΚΑΙ 287,20 ΕΙΣ ΤΑΣ ΑΘΗΝΑΣ [405,488,581,525]
headline: ΟΙ ΤΡΕΙΣ ΑΝΑΤΡΑΠΕΝΤΕΣ ΔΙΚΤΑΤΟΡΕΣ ΤΩΝ ΧΩΡΩΝ ΤΗΣ ΛΑΤΙΝΙΚΗΣ ΑΜΕΡΙΚΗΣ ΟΠΛΙΖΟΥΝ ΟΠΑΔΟΥΣ ΤΩΝ ΔΙ' ΕΙΣΒΟΛΗΝ [598,740,983,787]
article-body: ΠΥΡΓΟΣ, 2.— Εἰς τὸν εἰσαγγελέα τῶν Πλημμελειοδικῶν ὑπέβαλε μήνυσιν ἡ χωρικὴ Παναγιώτα Θεοδωροπούλου, ἐκ τοῦ χωρίου Λάλας, κατὰ τοῦ ἀδελφοῦ της μοναχοῦ Ἰγνατίου Θεοδωροπούλου, διὰ τὸν λόγον ὅτι οὗτος ἀπήγαγε τὸν υἱόν της Δημήτριον πρὸ τετραετίας καὶ τὸν κρατεῖ βιαίως εἰς μονὴν τοῦ Ἁγίου Ὄρους. Ἡ χωρικὴ ἀναφέρει εἰς τὴν μήνυσίν της ὅτι ἐπὶ τετραετίαν ἠγνόει ποῦ εὑρίσκετο ὁ υἱός της, μέχρις ὅτου πρὸ ὀλίγων ἡμερῶν ἔλαβε παρ' αὐτοῦ ἐπιστολήν, διὰ τῆς ὁποίας ἐκλιπαρεῖ νὰ τὸν παραλάβουν ἀμέσως. Ὁ νεαρὸς ἀναφέρει ὅτι τὸν ἀναγκάζουν νὰ ἐργάζεται σκληρῶς καὶ ὅτι δὲν τοῦ ἐπιτρέπουν νὰ ἐγκαταλείψῃ τὴν μονήν. Ὁ εἰσαγγελεὺς διέταξεν τὴν διενέργειαν ἀνακρίσεων καὶ ἐζήτησε παρὰ τῆς Ἱερᾶς Κοινότητος τοῦ Ἁγίου Ὄρους πληροφορίας διὰ τὸν νεαρόν. [593,459,988,544]
article-body: Ἡ διοίκησις τῶν σιδηροδρόμων ἀπεφάσισε τὴν συγκέντρωσιν τῶν ὑπηρεσιῶν εἰς ἓν κτίριον. [1000,1019,1170,1048]
headline: 41.110 ΣΚΑΦΗ ΔΙΗΛΘΟΝ ΔΙΑ ΤΗΣ ΔΙΩΡΥΓΟΣ ΠΑΝΑΜΑ [15,1289,386,1306]
headline: ΝΕΟΙ ΠΤΥΧΙΟΥΧΟΙ ΤΟΥ ΠΑΝΕΠΙΣΤΗΜΙΟΥ [91,11,309,56]
price-row: Βελγική 211.50—212.50 [410,631,575,642]
article-body: ΑΘΗΝΑΙ, 2.— Ἡ ἀπόφασις τοῦ Ἀρείου Πάγου ἐπὶ τῶν προπολεμικῶν ἀσφαλειῶν ζωῆς ὁρίζει ὅτι αὗται ἔχουν ἀποσβεσθῆ. [1000,434,1170,462]
article-monk [591,315,990,551]
article-body: ΓΟΥΑΤΕΜΑΛΑ, 2. (Ἀσ. Πρές).— Ἡ κυβέρνησις τῆς Γουατεμάλας ζητεῖ τὴν ἐπέμβασιν τοῦ Ὀργανισμοῦ Ἀμερικανικῶν Κρατῶν. [1000,824,1170,852]
article-sanatoria [403,976,583,1052]
article-lifeboats [998,470,1172,558]
article-body: ΣΥΝΕΧΕΙΑ ΕΚ ΤΗΣ 1ης ΣΕΛΙΔΟΣ. Ὁ κ. Κρουστσὲφ κατηγόρησε τοὺς γραφειοκράτας ὅτι παρεμποδίζουν τὴν ἀνάπτυξιν τῆς βιομηχανίας καὶ ὅτι δὲν ἀκολουθοῦν τὰς ὁδηγίας τοῦ κόμματος. [405,1231,581,1279]
photo-caption: Ἔλαβον καὶ φέτος τὰ πτυχία των οἱ ἀπόφοιτοι τοῦ τμήματος λογιστῶν τῆς Χ.Α.Ν.Θ. Εἰς τὴν φωτογραφίαν οἱ νέοι ἀπόφοιτοι τοῦ τμήματος λογιστῶν τῆς Χ.Α.Ν.Θ. εἰς τὸ μέσον τῶν καθηγητῶν των. [593,1336,988,1366]
subheadline: Ἀποτυχάνει ἡ ἀποστολὴ Χάμμερσκελντ [55,784,346,803]
subheadline: ΣΥΝΕΤΡΙΒΗ ΑΕΡΟΠΛΑΝΟΝ ΕΙΣ ΠΕΡΙΟΧΗΝ ΤΟΥ ΟΧΑ-Ι-Ο [1012,61,1158,86]
article-archbishop [403,8,583,116]
article-pharmacists [998,644,1172,731]
article-ho-chi-minh [998,914,1172,990]
headline: ΣΥΓΚΕΝΤΡΩΣΙΣ ΑΠΟΥΣΕ ΤΗΣ ΣΙΔΗΡΟΔΡΟΜΙΚΗΣ [1007,993,1163,1018]
article-haile-selassie [1180,8,1565,429]
article-cyprus-compensation [1180,1078,1565,1209]
article-nicaragua [998,806,1172,860]
article-royal-wedding [1180,429,1565,664]
photo-khrushchev-meeting [1182,44,1563,351]
article-han-director [591,8,990,315]
column-5 [1180,8,1565,2317]
article-body: ΑΘΗΝΑΙ, 2.— Ἡ χρυσῆ λίρα ἔκλεισε εἰς 287.20 δρχ. εἰς τὰς ἐργασίας τῆς Τραπέζης τῆς Ἑλλάδος. [405,670,581,698]
kicker: Ἡ κατάστασις εἰς τὸ Ἰράκ [117,436,284,452]
photo-graduates [8,57,393,383]
subheadline: Εἶναι ἀγνώστου ἐθνικότητος «πιθανῶς» δὲ σοβιετικὸν [1212,752,1534,788]
headline: ΓΕΩΜΗΛΑ ΔΕΚΑ ΕΚΑΤΟΜΜ. ΚΙΛΩΝ ΜΕΝΟΥΝ ΕΦΕΤΟΣ ΑΔΙΑΘΕΤΑ ΕΙΣ ΤΟΝ ΝΟΜΟΝ ΤΗΣ ΘΕΣΣΑΛΟΝΙΚΗΣ [1184,897,1561,964]
article-body: ΡΙΟΝ ΙΑΝΕΪΡΟΝ, 2. (Ἀσ. Πρές).— Ἀεροπλάνα καὶ πολεμικὰ τοῦ βραζιλιανοῦ ναυτικοῦ ἀναζητοῦν εἰς τὰς ἀκτὰς τῆς Βραζιλίας μυστηριῶδες ὑποβρύχιον ἀγνώστου ἐθνικότητος, πιθανῶς δὲ σοβιετικόν. Τὸ ὑποβρύχιον ἐθεάθη ὑπὸ ἁλιέων πλησίον τοῦ λιμένος τοῦ Ρίου Ἰανεΐρου. Ἡ κυβέρνησις τῆς Βραζιλίας ἔδωσε διαταγὴν νὰ καταστραφῇ τὸ ὑποβρύχιον, ἐὰν ἀρνηθῇ νὰ ἀναδυθῇ καὶ νὰ δηλώσῃ τὴν ἐθνικότητά του. Τὸ ὑπουργεῖον Ναυτικῶν ἀνεκοίνωσεν ὅτι τὸ ὑποβρύχιον ἐθεάθη καὶ ὑπὸ ἀεροπλάνου τῆς βραζιλιανῆς ἀεροπορίας. [1182,813,1563,871]
byline: ΛΕΟΝΙΔΟΣ Α. ΧΑΤΖΗΠΑΥΛΟΥ [474,1280,581,1290]
article-body: ΑΒΑΝΑ, 2. (Ἀσ. Πρές).— Ἀπηγορεύθη ἡ κυκλοφορία τῆς ἐφημερίδος «Μανιστά» ὑπὸ τῆς κουβανικῆς κυβερνήσεως. [1000,878,1170,906]
article-nato-corfu [403,262,583,371]
subheadline: Πρῶτον ἔγινεν ὁ πολιτικὸς καὶ ἔπειτα ὁ θρησκευτικὸς [1225,517,1520,553]
article-narcotics [998,161,1172,307]
column-rule [1175,8,1176,2317]
price-row: Ἀγγλίας 287.20—288.00 [410,577,575,587]
headline: ΛΑΜΒΑΝΟΝΤΑΙ ΜΕΤΡΑ ΠΡΟΣ ΚΑΤΑΠΟΛΕΜΗΣΙΝ ΤΗΣ ΚΑΛΛΙΕΡΓΕΙΑΣ ΤΩΝ ΝΑΡΚΩΤΙΚΩΝ [1006,165,1164,214]
article-body: ΑΘΗΝΑΙ, 2.— Ἐγένετο ἔνστασις κατὰ τοῦ κύρους τῶν ἐκλογῶν τοῦ Πανελληνίου Φαρμακευτικοῦ Συλλόγου ὑπὸ μερίδος φαρμακοποιῶν. [1000,685,1170,724]
headline: ΟΙ ΑΠΟΦΟΙΤΟΙ ΤΗΣ ΣΧΟΛΗΣ ΛΟΓΙΣΤΩΝ [605,983,976,1007]
article-body: Ὁ κοινοτικὸς σύμβουλος τοῦ Λαγκαδᾶ Ἀριστείδης Παπαδόπουλος, ὁ ὁποῖος ἐκακοποιήθη ὑπὸ ὀργάνων τῆς ΕΡΕ κατὰ τὴν διάρκειαν τῆς συνεδριάσεως τοῦ κοινοτικοῦ συμβουλίου, ἀπέστειλε πρὸς τὸ Τμῆμα Ἀσφαλείας ἐπιστολήν, διὰ τῆς ὁποίας ἀποκαλύπτει τὰ ψεύδη τῶν κυβερνητικῶν ἐφημερίδων. Ὁ κ. Παπαδόπουλος ἀναφέρει ὅτι ἐδέχθη ἐπίθεσιν ἐκ μέρους τριῶν ἀτόμων, ἐνῶ ἐπέστρεφεν εἰς τὴν οἰκίαν του, καὶ ὅτι τὰ αἴτια τῆς ἐπιθέσεως εἶναι καθαρῶς πολιτικά. Εἰς τὴν ἐπιστολήν του ζητεῖ ὅπως διεξαχθῇ ἀμερόληπτος ἀνάκρισις καὶ τιμωρηθοῦν οἱ ὑπαίτιοι. Τονίζει ἐπίσης ὅτι τὰ ἄτομα τὰ ὁποῖα τὸν ἐκακοποίησαν εἶναι γνωστὰ εἰς τὰς ἀρχὰς καὶ ἀνήκουν εἰς τὴν κομματικὴν ὀργάνωσιν τῆς ΕΡΕ τοῦ χωρίου, ὑπὸ τὴν καθοδήγησιν τοῦ βουλευτοῦ τῆς περιοχῆς. Ὁ κ. Παπαδόπουλος ζητεῖ τέλος τὴν προστασίαν τῶν ἀρχῶν, καθ' ὅσον ἀπειλεῖται ἐκ νέου ὑπὸ τῶν ἰδίων ἀτόμων, τὰ ὁποῖα δὲν ἔχουν συλληφθῆ μέχρι σήμερον. [8,1097,393,1193]
article-shelters [403,705,583,801]
article-music-ban [403,889,583,976]
section-subhead: ΑΛΛΑΙ ΣΥΝΑΝΤΗΣΕΙΣ ΤΟΥ [131,883,270,896]
column-2 [403,8,583,2317]
headline: ΕΓΧΕΙΡΗΣΙΣ ΠΡΟΣ ΘΕΡΑΠΕΙΑΝ ΤΗΣ ΟΜΟΦΥΛΟΦΙΛΙΑΣ ΕΓΕΝΕΤΟ ΕΙΣ ΤΗΝ ΑΓΓΛΙΑΝ [597,570,984,617]
article-body: Εἰς τὸν γενικὸν γραμματέα τοῦ ὑπουργείου Ἐξωτερικῶν κ. Νικόγλου ἀπενεμήθη ὑπὸ τοῦ στρατάρχου Τίτο τὸ παράσημον τῆς Γιουγκοσλαβικῆς Σημαίας. [405,1156,581,1194]
kicker: Ἐπὶ ἐγγάμου καὶ πατρὸς τεσσάρων τέκνων [653,556,928,571]
section-subhead: ΣΥΝΑΝΤΩΝΤΑΙ ΣΗΜΕΡΟΝ ΟΙ κ.κ. ΒΕΝΙΖΕΛΟΣ ΚΑΙ ΜΑΡΚΕΖΙΝΗΣ [1203,1168,1543,1182]
subheadline: Ἐματαίωσε προσπάθειαν τῶν ἐλέγχου ἐπὶ τῶν ἀγρότων [29,518,371,555]
photo-caption: Εἰς τὸ πανεπιστήμιον ἔδωσαν τὸν πτυχιακὸν ὅρκον οἱ νέοι πτυχιοῦχοι τῆς Φ.Σ.Ε.Β. Ἀγγελικὴ Καλλιάκηνου, Μ. Κατσαρόπουλος καὶ Βελισσαρία Μάρκου, Ἱ. Ξενάκης, Ε. Αὐλωνίτη, Χ. Σεμερτζίδης, Ε. Τοσικαλίδης, Γρ. Καλλέγκη, Αἱ. Ζωγρ., Ε. Χατζηδιόγκα, Ἀ. Χατζηγεωργίου. Εἰς τὴν φωτογραφίαν οἱ νεοι πτυχιοῦχοι μετὰ τῶν συγγενῶν των μετὰ τὴν ὁρκωμοσίαν. [8,385,393,424]
